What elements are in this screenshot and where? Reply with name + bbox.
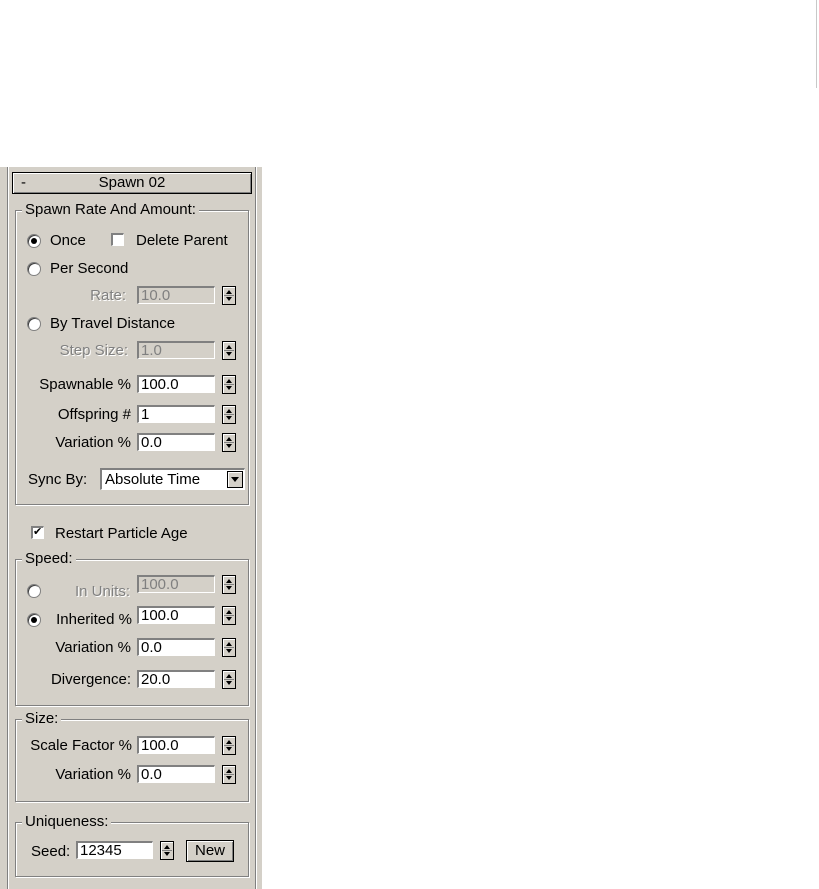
step-size-label: Step Size: [59,342,128,359]
spawnable-label: Spawnable % [39,376,131,393]
seed-spinner[interactable] [160,841,174,860]
collapse-icon: - [21,174,26,191]
per-second-radio[interactable] [27,262,41,276]
step-size-spinner[interactable] [222,341,236,360]
rate-field[interactable]: 10.0 [137,286,215,304]
size-variation-label: Variation % [55,766,131,783]
panel-border-left-highlight [8,167,9,889]
delete-parent-checkbox[interactable] [111,233,124,246]
inherited-label: Inherited % [56,611,132,628]
window-divider [816,0,817,88]
rate-label: Rate: [90,287,126,304]
offspring-spinner[interactable] [222,405,236,424]
spawn-rate-legend: Spawn Rate And Amount: [22,202,199,218]
size-legend: Size: [22,711,61,727]
new-seed-button[interactable]: New [186,840,234,862]
dropdown-arrow-icon[interactable] [227,471,243,488]
size-group [15,719,249,802]
speed-legend: Speed: [22,551,76,567]
offspring-field[interactable]: 1 [137,405,215,423]
step-size-field[interactable]: 1.0 [137,341,215,359]
restart-particle-age-checkbox[interactable] [31,526,44,539]
sync-by-dropdown[interactable] [100,468,245,490]
size-variation-field[interactable]: 0.0 [137,765,215,783]
speed-variation-spinner[interactable] [222,638,236,657]
speed-variation-label: Variation % [55,639,131,656]
size-variation-spinner[interactable] [222,765,236,784]
in-units-label: In Units: [74,583,130,600]
in-units-spinner[interactable] [222,575,236,594]
inherited-spinner[interactable] [222,606,236,625]
speed-variation-field[interactable]: 0.0 [137,638,215,656]
once-radio[interactable] [27,234,41,248]
seed-label: Seed: [31,843,71,860]
offspring-label: Offspring # [57,406,131,423]
by-travel-label: By Travel Distance [50,315,176,332]
panel-border-right [256,167,257,889]
scale-factor-field[interactable]: 100.0 [137,736,215,754]
divergence-label: Divergence: [50,671,131,688]
scale-factor-label: Scale Factor % [30,737,132,754]
in-units-field[interactable]: 100.0 [137,575,215,593]
inherited-radio[interactable] [27,613,41,627]
restart-particle-age-label: Restart Particle Age [55,525,188,542]
seed-field[interactable]: 12345 [76,841,153,859]
rate-spinner[interactable] [222,286,236,305]
in-units-radio[interactable] [27,584,41,598]
once-label: Once [50,232,86,249]
variation-field[interactable]: 0.0 [137,433,215,451]
delete-parent-label: Delete Parent [136,232,228,249]
spawnable-field[interactable]: 100.0 [137,375,215,393]
spawnable-spinner[interactable] [222,375,236,394]
uniqueness-legend: Uniqueness: [22,814,111,830]
variation-spinner[interactable] [222,433,236,452]
per-second-label: Per Second [50,260,129,277]
sync-by-label: Sync By: [28,471,88,488]
divergence-spinner[interactable] [222,670,236,689]
variation-label: Variation % [55,434,131,451]
divergence-field[interactable]: 20.0 [137,670,215,688]
rollout-header-button[interactable] [12,172,252,194]
rollout-title: Spawn 02 [98,174,166,191]
sync-by-value: Absolute Time [105,471,201,488]
by-travel-radio[interactable] [27,317,41,331]
scale-factor-spinner[interactable] [222,736,236,755]
inherited-field[interactable]: 100.0 [137,606,215,624]
